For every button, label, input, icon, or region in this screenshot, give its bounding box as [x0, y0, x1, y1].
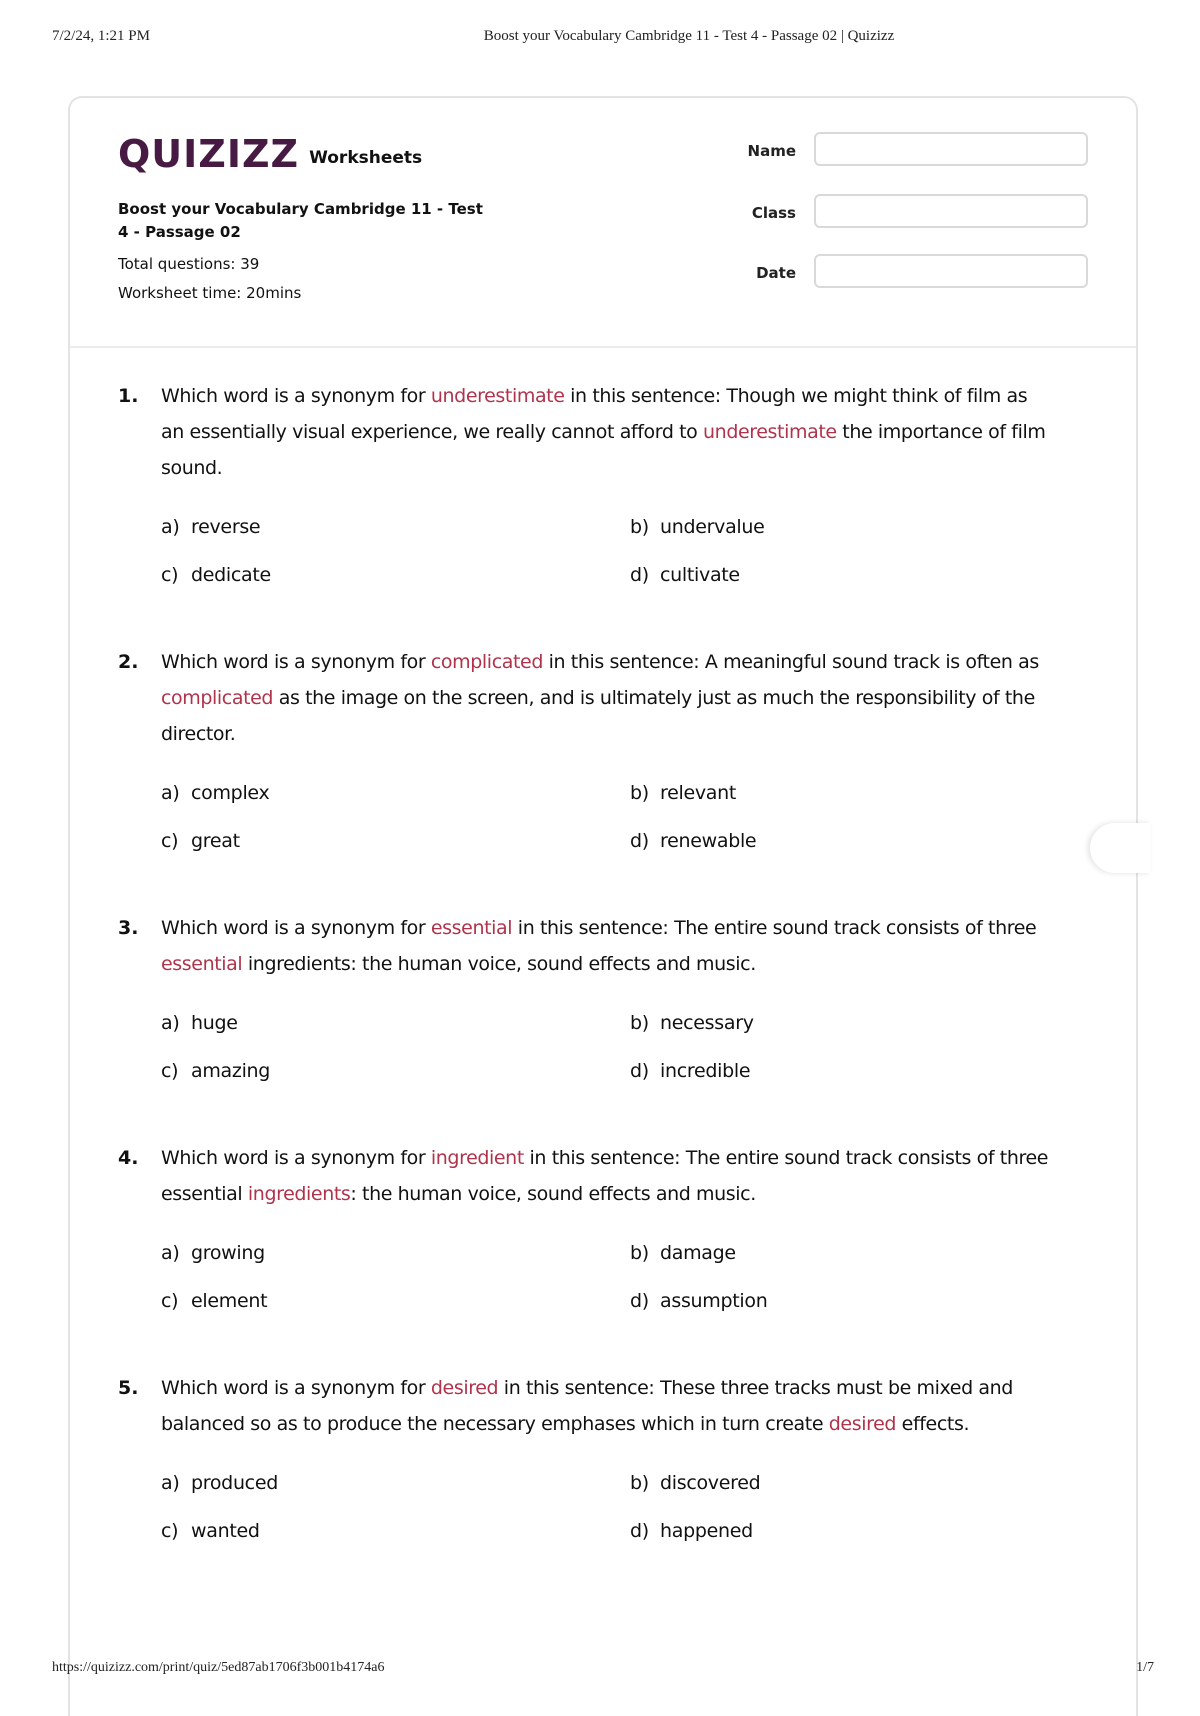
highlighted-word: essential	[161, 953, 243, 975]
name-label: Name	[747, 142, 796, 160]
worksheet-card	[68, 96, 1138, 1716]
option-c[interactable]: c) amazing	[161, 1060, 271, 1082]
print-url: https://quizizz.com/print/quiz/5ed87ab1706f3b001b4174a6	[52, 1660, 385, 1675]
highlighted-word: ingredient	[430, 1147, 524, 1169]
option-b[interactable]: b) damage	[630, 1242, 736, 1264]
question-text: Which word is a synonym for complicated in this sentence: A meaningful sound track is often as complicated as the image on the screen, and is ultimately just as much the responsibility of the director.	[161, 651, 1039, 745]
option-a[interactable]: a) growing	[161, 1242, 265, 1264]
option-c[interactable]: c) great	[161, 830, 240, 852]
highlighted-word: complicated	[430, 651, 543, 673]
print-header	[0, 28, 1200, 48]
option-b[interactable]: b) undervalue	[630, 516, 765, 538]
question-text: Which word is a synonym for ingredient in this sentence: The entire sound track consists of three essential ingredients: the human voice, sound effects and music.	[161, 1147, 1049, 1205]
option-a[interactable]: a) huge	[161, 1012, 238, 1034]
question-text: Which word is a synonym for essential in this sentence: The entire sound track consists of three essential ingredients: the human voice, sound effects and music.	[161, 917, 1037, 975]
highlighted-word: complicated	[161, 687, 274, 709]
worksheet-header	[70, 98, 1136, 348]
highlighted-word: desired	[430, 1377, 499, 1399]
page-number: 1/7	[1136, 1660, 1154, 1675]
date-label: Date	[756, 264, 796, 282]
option-a[interactable]: a) complex	[161, 782, 270, 804]
date-field[interactable]	[814, 254, 1088, 288]
option-c[interactable]: c) wanted	[161, 1520, 260, 1542]
question-text: Which word is a synonym for underestimate in this sentence: Though we might think of film as an essentially visual experience, we really cannot afford to underestimate the importance of film sound.	[161, 385, 1046, 479]
highlighted-word: underestimate	[703, 421, 837, 443]
option-b[interactable]: b) relevant	[630, 782, 737, 804]
print-date: 7/2/24, 1:21 PM	[52, 28, 150, 44]
question-number: 4.	[118, 1147, 139, 1169]
question-number: 3.	[118, 917, 139, 939]
question-number: 5.	[118, 1377, 139, 1399]
question-number: 1.	[118, 385, 139, 407]
print-title: Boost your Vocabulary Cambridge 11 - Test 4 - Passage 02 | Quizizz	[483, 28, 895, 44]
quizizz-logo	[118, 134, 422, 174]
option-d[interactable]: d) incredible	[630, 1060, 751, 1082]
option-c[interactable]: c) dedicate	[161, 564, 271, 586]
print-footer	[0, 1660, 1200, 1680]
worksheet-time: Worksheet time: 20mins	[118, 284, 302, 302]
total-questions: Total questions: 39	[118, 255, 260, 273]
option-d[interactable]: d) happened	[630, 1520, 753, 1542]
option-a[interactable]: a) reverse	[161, 516, 261, 538]
side-scroll-tab[interactable]	[1090, 823, 1150, 873]
question-text: Which word is a synonym for desired in this sentence: These three tracks must be mixed and balanced so as to produce the necessary emphases which in turn create desired effects.	[161, 1377, 1013, 1435]
worksheet-title: Boost your Vocabulary Cambridge 11 - Test 4 - Passage 02	[118, 200, 483, 241]
question-number: 2.	[118, 651, 139, 673]
class-label: Class	[751, 204, 796, 222]
name-field[interactable]	[814, 132, 1088, 166]
option-b[interactable]: b) necessary	[630, 1012, 754, 1034]
highlighted-word: underestimate	[430, 385, 565, 407]
option-d[interactable]: d) cultivate	[630, 564, 740, 586]
highlighted-word: ingredients	[247, 1183, 351, 1205]
highlighted-word: desired	[828, 1413, 897, 1435]
option-d[interactable]: d) renewable	[630, 830, 757, 852]
option-d[interactable]: d) assumption	[630, 1290, 768, 1312]
highlighted-word: essential	[430, 917, 513, 939]
logo-wordmark: QUIZIZZ	[118, 132, 300, 176]
option-a[interactable]: a) produced	[161, 1472, 278, 1494]
logo-subtitle: Worksheets	[309, 148, 423, 168]
option-c[interactable]: c) element	[161, 1290, 268, 1312]
class-field[interactable]	[814, 194, 1088, 228]
option-b[interactable]: b) discovered	[630, 1472, 761, 1494]
